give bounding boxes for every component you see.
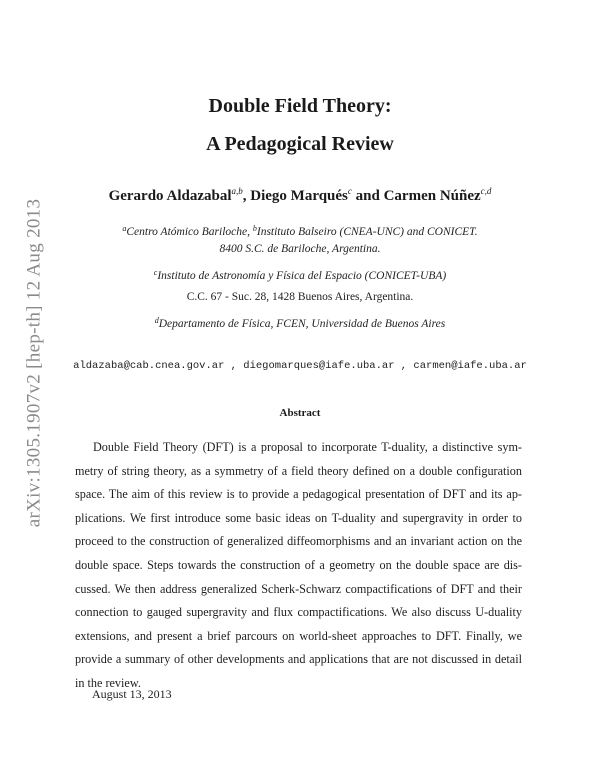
affiliation-c-text: Instituto de Astronomía y Física del Espacio (CONICET-UBA) <box>157 270 447 282</box>
author-name: Diego Marqués <box>250 188 348 204</box>
affiliation-marker: c <box>153 268 158 277</box>
abstract-heading: Abstract <box>279 407 321 419</box>
paper-title-line-1: Double Field Theory: <box>208 95 392 117</box>
affiliation-d-text: Departamento de Física, FCEN, Universidad de Buenos Aires <box>158 318 446 330</box>
abstract-line: proceed to the construction of generalized diffeomorphisms and an invariant action on the <box>75 534 522 549</box>
abstract-line: extensions, and present a brief parcours on world-sheet approaches to DFT. Finally, we <box>75 628 522 643</box>
abstract-line: metry of string theory, as a symmetry of a field theory defined on a double configuration <box>75 463 522 478</box>
affiliation-ab <box>0 226 600 238</box>
author-emails: aldazaba@cab.cnea.gov.ar , diegomarques@iafe.uba.ar , carmen@iafe.uba.ar <box>73 360 527 372</box>
abstract-line: cussed. We then address generalized Scherk-Schwarz compactifications of DFT and their <box>75 581 522 596</box>
paper-title-line-2: A Pedagogical Review <box>206 133 394 155</box>
author-name: Carmen Núñez <box>383 188 481 204</box>
affiliation-b-text: Instituto Balseiro (CNEA-UNC) and CONICET. <box>256 226 478 238</box>
author-separator: , <box>242 188 251 204</box>
affiliation-c-address: C.C. 67 - Suc. 28, 1428 Buenos Aires, Argentina. <box>186 291 414 303</box>
arxiv-identifier-text: arXiv:1305.1907v2 [hep-th] 12 Aug 2013 <box>23 198 44 528</box>
abstract-line: in the review. <box>75 675 141 690</box>
paper-date: August 13, 2013 <box>92 687 172 701</box>
affiliation-d <box>0 318 600 330</box>
author-affiliation-marker: c <box>347 186 352 196</box>
abstract-body <box>75 436 522 696</box>
author-affiliation-marker: c,d <box>480 186 492 196</box>
affiliation-ab-address: 8400 S.C. de Bariloche, Argentina. <box>219 243 381 255</box>
author-name: Gerardo Aldazabal <box>108 188 232 204</box>
affiliation-marker: d <box>154 316 159 325</box>
affiliation-c <box>0 270 600 282</box>
abstract-line: space. The aim of this review is to provide a pedagogical presentation of DFT and its ap- <box>75 487 522 502</box>
abstract-line: double space. Steps towards the construction of a geometry on the double space are dis- <box>75 557 522 572</box>
author-affiliation-marker: a,b <box>231 186 243 196</box>
abstract-line: provide a summary of other developments and applications that are not discussed in detail <box>75 652 522 667</box>
affiliation-marker: a <box>122 224 127 233</box>
abstract-line: plications. We first introduce some basic ideas on T-duality and supergravity in order to <box>75 510 522 525</box>
affiliation-marker: b <box>252 224 257 233</box>
affiliation-a-text: Centro Atómico Bariloche, <box>126 226 253 238</box>
author-list <box>0 188 600 205</box>
author-separator: and <box>351 188 384 204</box>
abstract-line: Double Field Theory (DFT) is a proposal to incorporate T-duality, a distinctive sym- <box>93 440 522 454</box>
abstract-line: connection to gauged supergravity and flux compactifications. We also discuss U-duality <box>75 605 522 620</box>
